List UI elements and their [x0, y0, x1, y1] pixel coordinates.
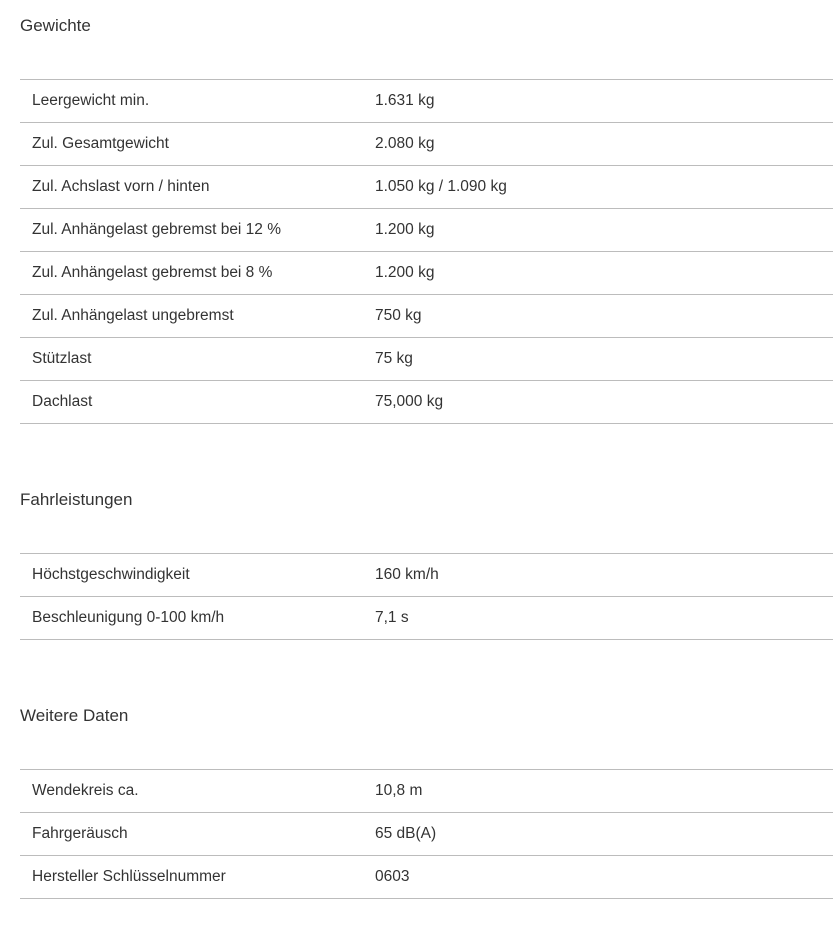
spec-value: 160 km/h — [375, 554, 833, 597]
spec-label: Höchstgeschwindigkeit — [20, 554, 375, 597]
spec-value: 7,1 s — [375, 597, 833, 640]
spec-label: Zul. Anhängelast gebremst bei 12 % — [20, 209, 375, 252]
spec-label: Zul. Gesamtgewicht — [20, 123, 375, 166]
spec-label: Beschleunigung 0-100 km/h — [20, 597, 375, 640]
spec-value: 750 kg — [375, 295, 833, 338]
section-title-gewichte: Gewichte — [20, 16, 91, 35]
table-row — [20, 554, 833, 597]
table-row — [20, 295, 833, 338]
spec-value: 2.080 kg — [375, 123, 833, 166]
spec-value: 1.200 kg — [375, 252, 833, 295]
table-row — [20, 813, 833, 856]
table-row — [20, 856, 833, 899]
spec-label: Stützlast — [20, 338, 375, 381]
table-row — [20, 381, 833, 424]
table-row — [20, 770, 833, 813]
spec-label: Wendekreis ca. — [20, 770, 375, 813]
table-row — [20, 209, 833, 252]
spec-table-fahrleistungen — [20, 553, 833, 640]
spec-value: 75 kg — [375, 338, 833, 381]
spec-value: 1.050 kg / 1.090 kg — [375, 166, 833, 209]
spec-value: 10,8 m — [375, 770, 833, 813]
spec-label: Zul. Anhängelast ungebremst — [20, 295, 375, 338]
spec-table-weitere-daten — [20, 769, 833, 899]
spec-label: Zul. Anhängelast gebremst bei 8 % — [20, 252, 375, 295]
spec-label: Fahrgeräusch — [20, 813, 375, 856]
table-row — [20, 123, 833, 166]
spec-label: Hersteller Schlüsselnummer — [20, 856, 375, 899]
section-title-fahrleistungen: Fahrleistungen — [20, 490, 133, 509]
section-title-weitere-daten: Weitere Daten — [20, 706, 129, 725]
table-row — [20, 597, 833, 640]
spec-table-gewichte — [20, 79, 833, 424]
table-row — [20, 80, 833, 123]
spec-value: 0603 — [375, 856, 833, 899]
table-row — [20, 338, 833, 381]
spec-value: 65 dB(A) — [375, 813, 833, 856]
spec-value: 1.631 kg — [375, 80, 833, 123]
spec-value: 1.200 kg — [375, 209, 833, 252]
spec-value: 75,000 kg — [375, 381, 833, 424]
spec-label: Dachlast — [20, 381, 375, 424]
spec-label: Zul. Achslast vorn / hinten — [20, 166, 375, 209]
table-row — [20, 252, 833, 295]
table-row — [20, 166, 833, 209]
spec-label: Leergewicht min. — [20, 80, 375, 123]
